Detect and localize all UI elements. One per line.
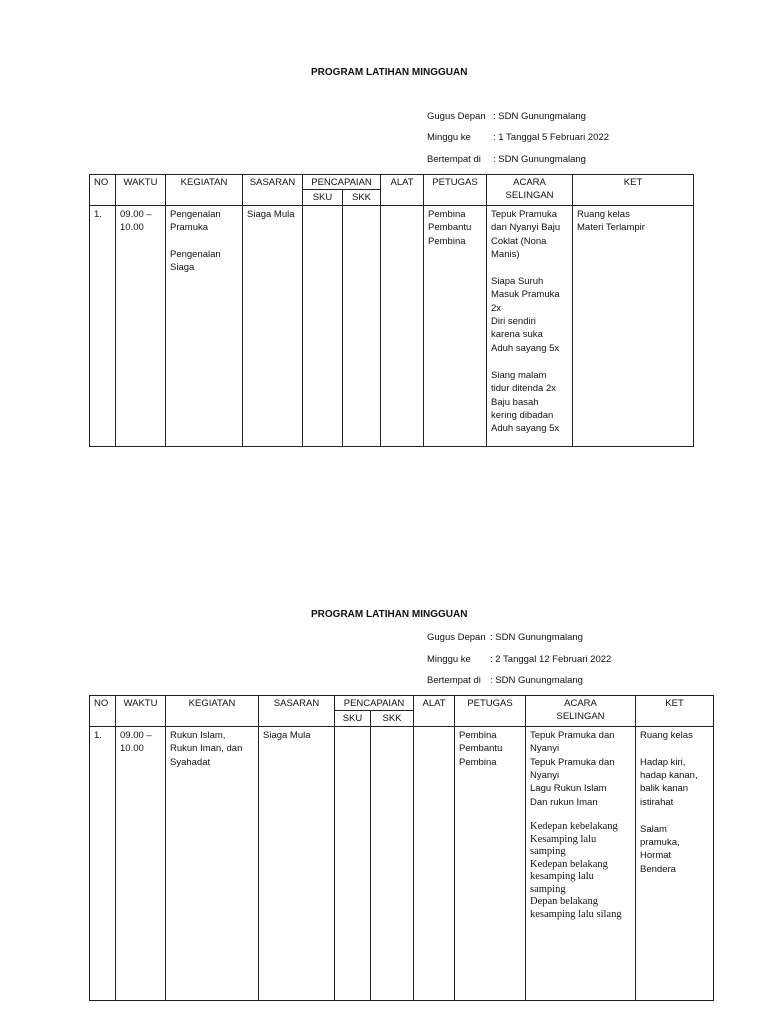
info-label-minggu-ke: Minggu ke: [427, 654, 471, 665]
page-title: PROGRAM LATIHAN MINGGUAN: [311, 609, 468, 620]
header-alat: ALAT: [381, 175, 424, 206]
info-value-bertempat-di: : SDN Gunungmalang: [490, 675, 583, 686]
cell-waktu: 09.00 – 10.00: [116, 205, 166, 446]
cell-petugas: Pembina Pembantu Pembina: [455, 726, 526, 1000]
header-waktu: WAKTU: [116, 696, 166, 727]
cell-petugas: Pembina Pembantu Pembina: [424, 205, 487, 446]
info-label-gugus-depan: Gugus Depan: [427, 632, 486, 643]
header-no: NO: [90, 175, 116, 206]
cell-no: 1.: [90, 205, 116, 446]
page-title: PROGRAM LATIHAN MINGGUAN: [311, 67, 468, 78]
header-petugas: PETUGAS: [455, 696, 526, 727]
program-table: [89, 695, 714, 1001]
cell-sku: [335, 726, 371, 1000]
cell-no: 1.: [90, 726, 116, 1000]
cell-sasaran: Siaga Mula: [243, 205, 303, 446]
info-label-minggu-ke: Minggu ke: [427, 132, 471, 143]
cell-sasaran: Siaga Mula: [259, 726, 335, 1000]
cell-skk: [343, 205, 381, 446]
header-no: NO: [90, 696, 116, 727]
header-skk: SKK: [343, 190, 381, 205]
cell-acara-selingan: Tepuk Pramuka dan Nyanyi Baju Coklat (Nona Manis) Siapa Suruh Masuk Pramuka 2x Diri sendiri karena suka Aduh sayang 5x Siang malam tidur ditenda 2x Baju basah kering dibadan Aduh sayang 5x: [487, 205, 573, 446]
header-skk: SKK: [371, 711, 414, 726]
info-value-minggu-ke: : 2 Tanggal 12 Februari 2022: [490, 654, 612, 665]
cell-skk: [371, 726, 414, 1000]
cell-alat: [381, 205, 424, 446]
header-sasaran: SASARAN: [259, 696, 335, 727]
header-pencapaian: PENCAPAIAN: [335, 696, 414, 711]
header-petugas: PETUGAS: [424, 175, 487, 206]
header-sku: SKU: [335, 711, 371, 726]
cell-ket: Ruang kelas Materi Terlampir: [573, 205, 694, 446]
header-ket: KET: [636, 696, 714, 727]
cell-kegiatan: Rukun Islam, Rukun Iman, dan Syahadat: [166, 726, 259, 1000]
cell-waktu: 09.00 – 10.00: [116, 726, 166, 1000]
info-value-gugus-depan: : SDN Gunungmalang: [490, 632, 583, 643]
cell-alat: [414, 726, 455, 1000]
header-ket: KET: [573, 175, 694, 206]
header-alat: ALAT: [414, 696, 455, 727]
info-value-bertempat-di: : SDN Gunungmalang: [493, 154, 586, 165]
header-sku: SKU: [303, 190, 343, 205]
header-acara-selingan: ACARA SELINGAN: [526, 696, 636, 727]
header-waktu: WAKTU: [116, 175, 166, 206]
header-acara-selingan: ACARA SELINGAN: [487, 175, 573, 206]
acara-selingan-serif-text: Kedepan kebelakang Kesamping lalu samping Kedepan belakang kesamping lalu samping Depan belakang kesamping lalu silang: [530, 821, 622, 920]
cell-kegiatan: Pengenalan Pramuka Pengenalan Siaga: [166, 205, 243, 446]
header-kegiatan: KEGIATAN: [166, 175, 243, 206]
header-kegiatan: KEGIATAN: [166, 696, 259, 727]
table-row: [90, 205, 694, 446]
table-row: [90, 726, 714, 1000]
program-table: [89, 174, 694, 447]
cell-ket: Ruang kelas Hadap kiri, hadap kanan, balik kanan istirahat Salam pramuka, Hormat Bendera: [636, 726, 714, 1000]
acara-selingan-text: Tepuk Pramuka dan Nyanyi Tepuk Pramuka dan Nyanyi Lagu Rukun Islam Dan rukun Iman: [530, 729, 615, 808]
info-label-bertempat-di: Bertempat di: [427, 154, 481, 165]
info-value-minggu-ke: : 1 Tanggal 5 Februari 2022: [493, 132, 610, 143]
header-pencapaian: PENCAPAIAN: [303, 175, 381, 190]
info-label-gugus-depan: Gugus Depan: [427, 111, 486, 122]
cell-sku: [303, 205, 343, 446]
header-sasaran: SASARAN: [243, 175, 303, 206]
info-label-bertempat-di: Bertempat di: [427, 675, 481, 686]
cell-acara-selingan: [526, 726, 636, 1000]
info-value-gugus-depan: : SDN Gunungmalang: [493, 111, 586, 122]
